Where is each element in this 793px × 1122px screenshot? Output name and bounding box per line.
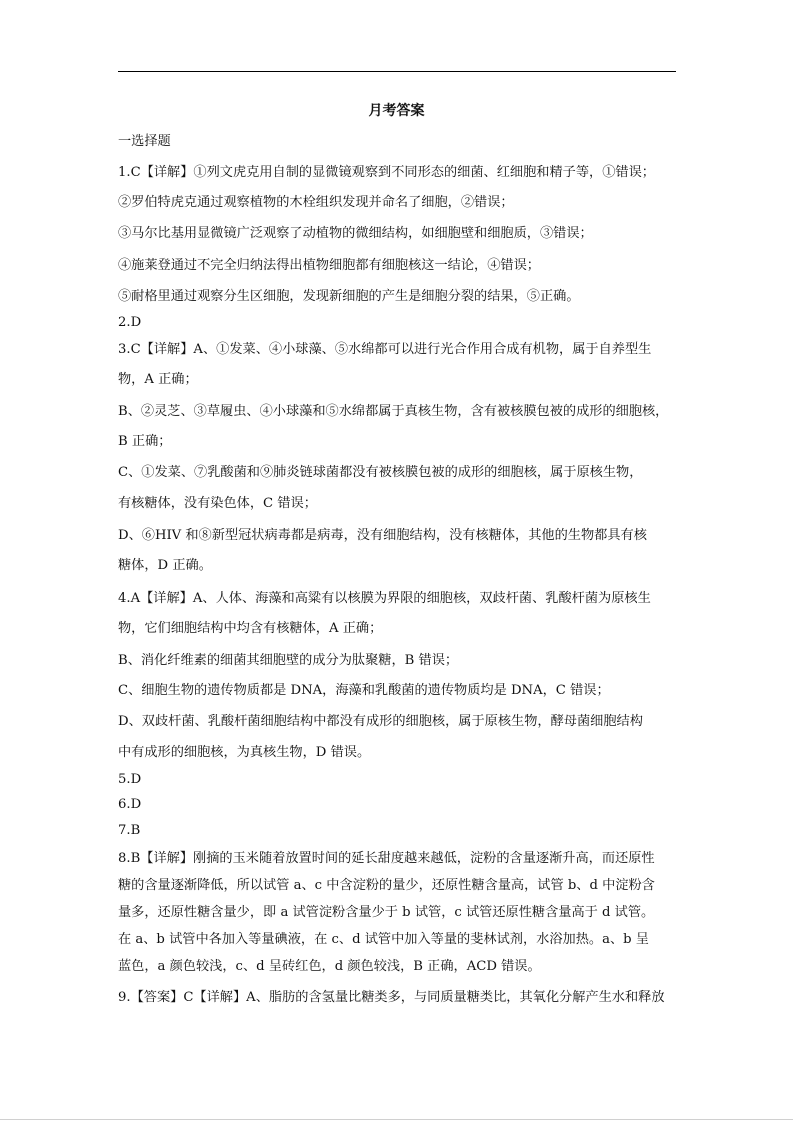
section-heading: 一选择题: [118, 134, 171, 149]
text-line: D、双歧杆菌、乳酸杆菌细胞结构中都没有成形的细胞核，属于原核生物，酵母菌细胞结构: [118, 714, 643, 729]
text-line: B、消化纤维素的细菌其细胞壁的成分为肽聚糖，B 错误；: [118, 653, 459, 668]
text-line: 7.B: [118, 823, 141, 838]
text-line: 1.C【详解】①列文虎克用自制的显微镜观察到不同形态的细菌、红细胞和精子等，①错误；: [118, 165, 655, 180]
text-line: 4.A【详解】A、人体、海藻和高粱有以核膜为界限的细胞核，双歧杆菌、乳酸杆菌为原核生: [118, 591, 651, 606]
text-line: 糖体，D 正确。: [118, 558, 212, 573]
text-line: ⑤耐格里通过观察分生区细胞，发现新细胞的产生是细胞分裂的结果，⑤正确。: [118, 289, 580, 304]
text-line: 8.B【详解】刚摘的玉米随着放置时间的延长甜度越来越低，淀粉的含量逐渐升高，而还原性: [118, 851, 655, 866]
text-line: 糖的含量逐渐降低，所以试管 a、c 中含淀粉的量少，还原性糖含量高，试管 b、d 中淀粉含: [118, 878, 655, 893]
text-line: 物，它们细胞结构中均含有核糖体，A 正确；: [118, 621, 383, 636]
text-line: 有核糖体，没有染色体，C 错误；: [118, 496, 317, 511]
text-line: 物，A 正确；: [118, 372, 198, 387]
text-line: 3.C【详解】A、①发菜、④小球藻、⑤水绵都可以进行光合作用合成有机物，属于自养型生: [118, 342, 652, 357]
text-line: C、①发菜、⑦乳酸菌和⑨肺炎链球菌都没有被核膜包被的成形的细胞核，属于原核生物，: [118, 465, 643, 480]
header-rule: [118, 71, 676, 72]
text-line: 9.【答案】C【详解】A、脂肪的含氢量比糖类多，与同质量糖类比，其氧化分解产生水和释放: [118, 990, 665, 1005]
text-line: ②罗伯特虎克通过观察植物的木栓组织发现并命名了细胞，②错误；: [118, 195, 514, 210]
text-line: C、细胞生物的遗传物质都是 DNA，海藻和乳酸菌的遗传物质均是 DNA，C 错误；: [118, 683, 610, 698]
text-line: D、⑥HIV 和⑧新型冠状病毒都是病毒，没有细胞结构，没有核糖体，其他的生物都具有核: [118, 528, 647, 543]
text-line: B、②灵芝、③草履虫、④小球藻和⑤水绵都属于真核生物，含有被核膜包被的成形的细胞核，: [118, 404, 669, 419]
text-line: 6.D: [118, 797, 142, 812]
page-bottom-edge: [0, 1119, 793, 1120]
page-title: 月考答案: [368, 103, 425, 119]
text-line: 2.D: [118, 315, 142, 330]
text-line: 量多，还原性糖含量少，即 a 试管淀粉含量少于 b 试管，c 试管还原性糖含量高于 d 试管。: [118, 905, 655, 920]
text-line: ④施莱登通过不完全归纳法得出植物细胞都有细胞核这一结论，④错误；: [118, 258, 540, 273]
text-line: B 正确；: [118, 434, 172, 449]
text-line: 蓝色，a 颜色较浅，c、d 呈砖红色，d 颜色较浅，B 正确，ACD 错误。: [118, 959, 541, 974]
text-line: 中有成形的细胞核，为真核生物，D 错误。: [118, 745, 371, 760]
text-line: 在 a、b 试管中各加入等量碘液，在 c、d 试管中加入等量的斐林试剂，水浴加热。a、b 呈: [118, 932, 649, 947]
text-line: 5.D: [118, 772, 142, 787]
text-line: ③马尔比基用显微镜广泛观察了动植物的微细结构，如细胞壁和细胞质，③错误；: [118, 226, 593, 241]
